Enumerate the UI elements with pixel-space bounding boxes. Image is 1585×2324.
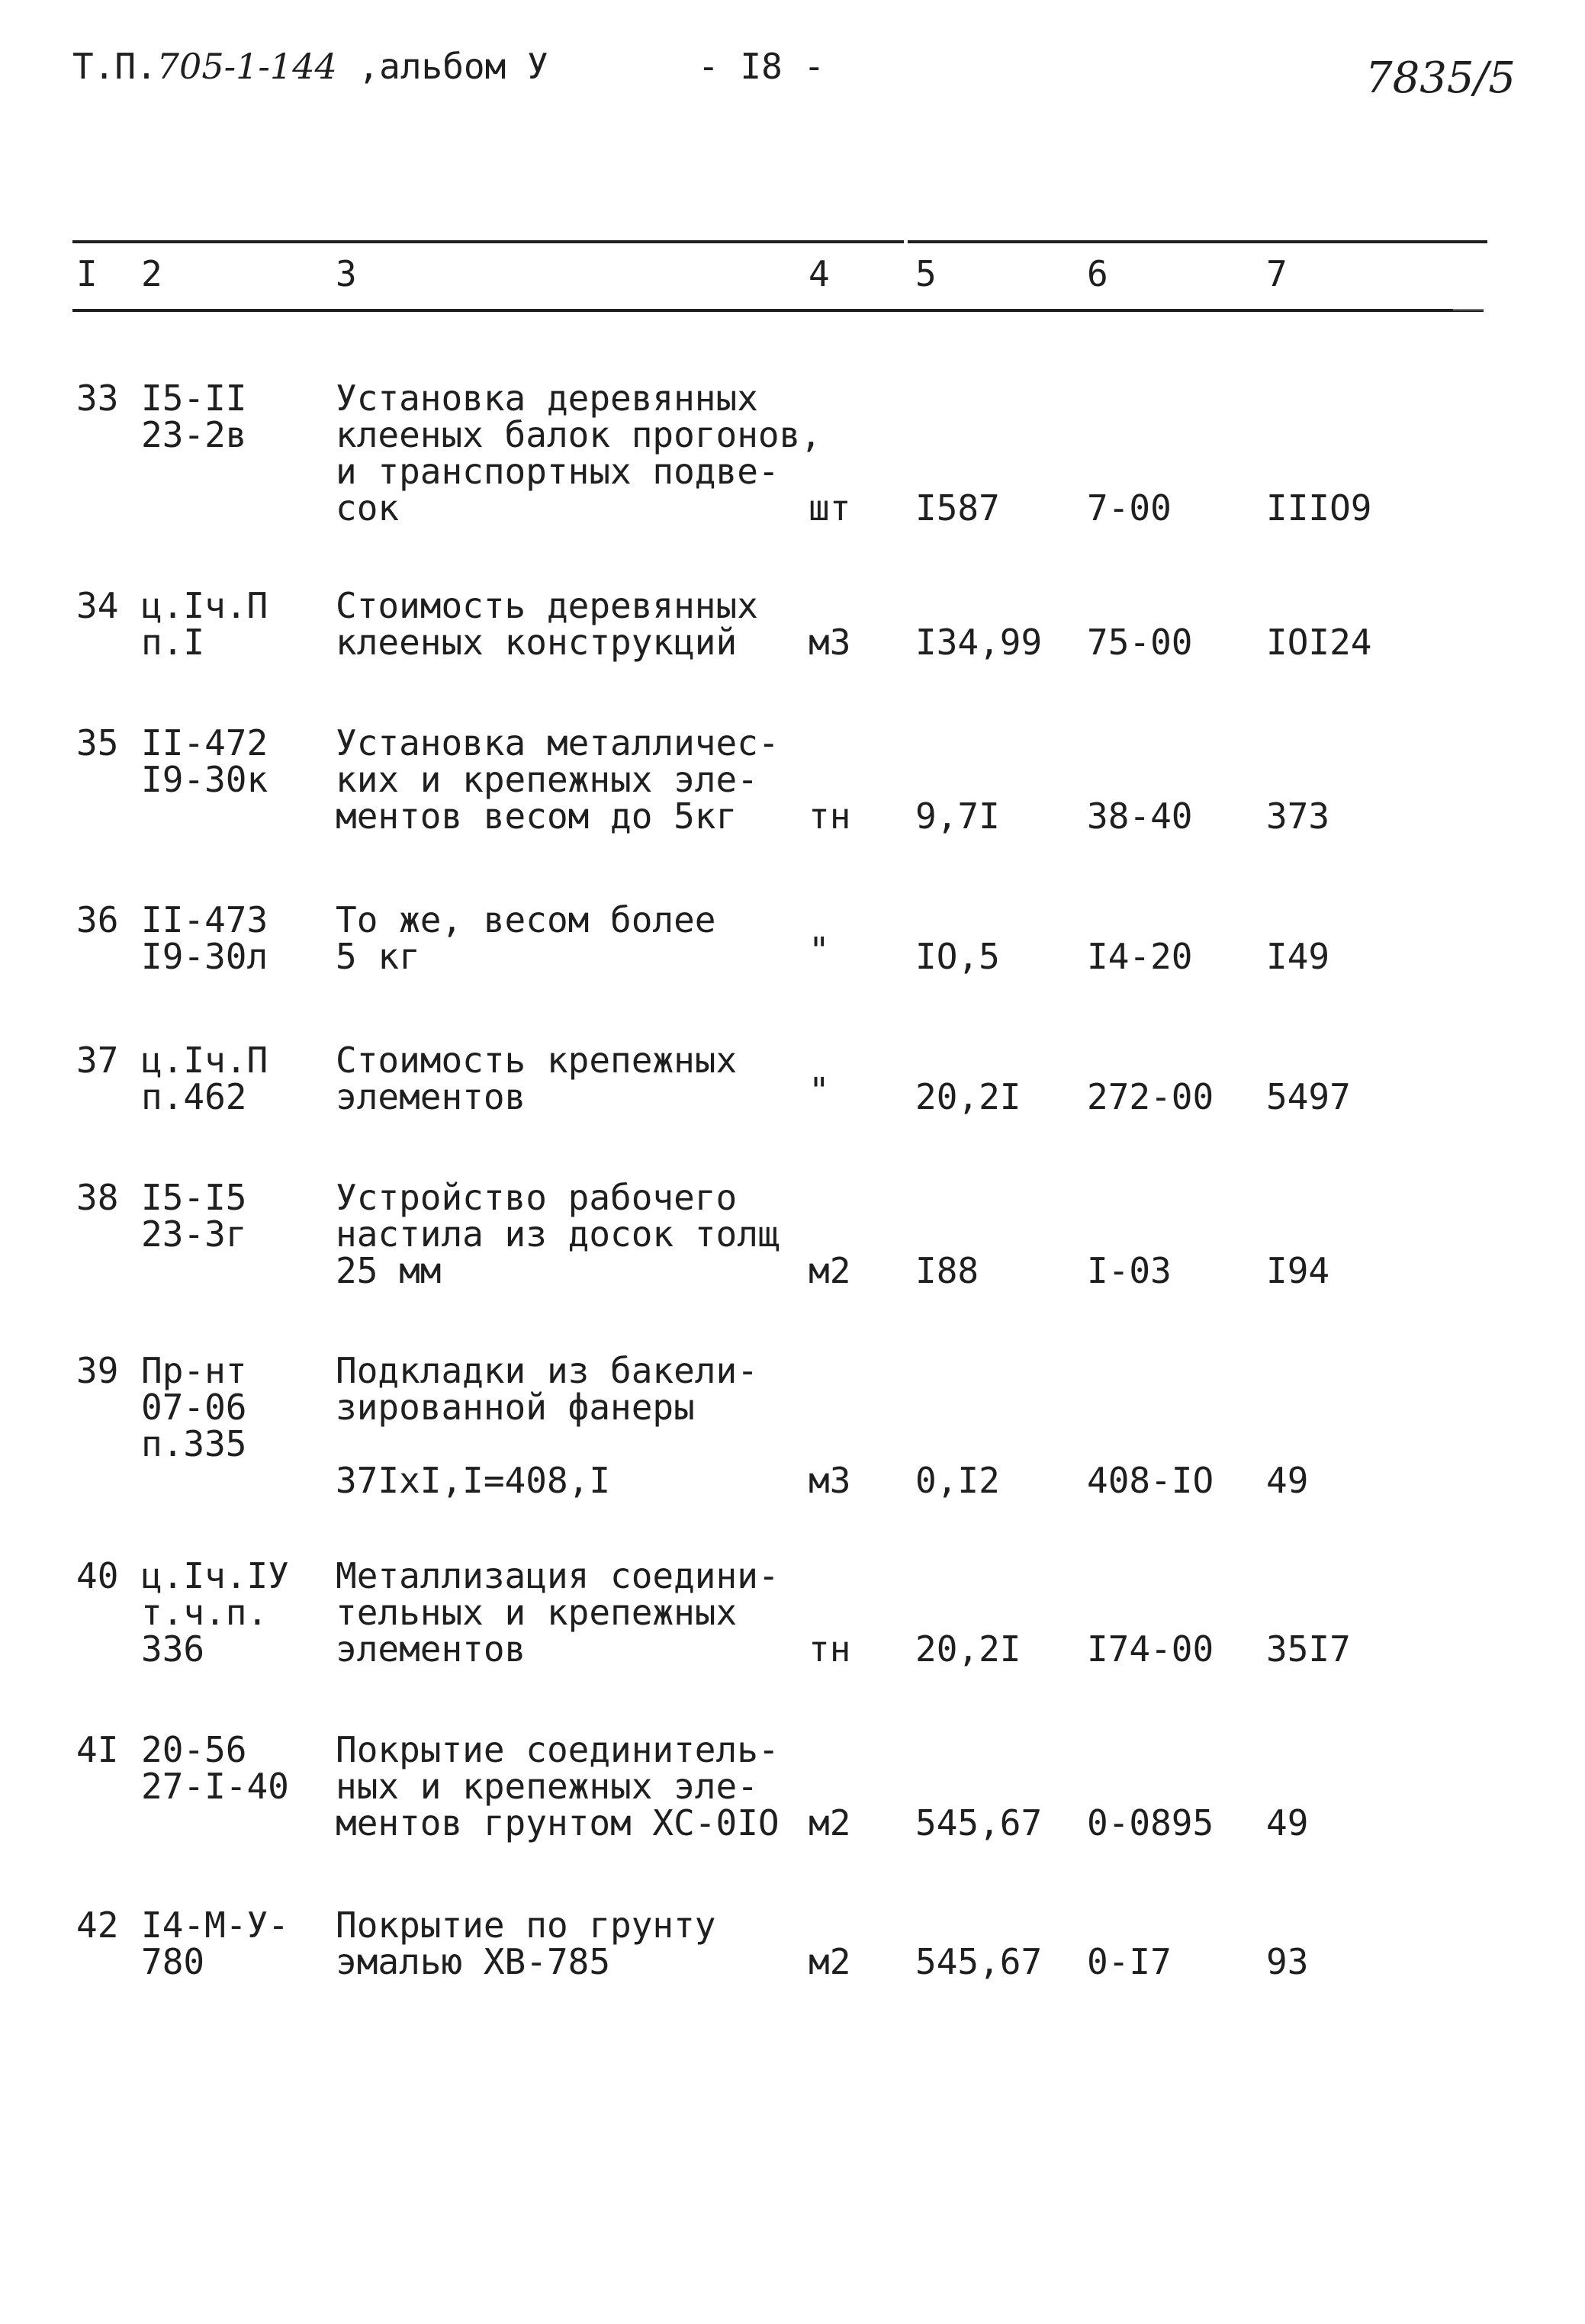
row-total: I94 xyxy=(1266,1250,1330,1291)
row-code: ц.Iч.П п.462 xyxy=(141,1040,268,1117)
row-number: 35 xyxy=(76,722,119,763)
row-code: II-472 I9-30к xyxy=(141,722,268,800)
page-number: - I8 - xyxy=(698,46,825,87)
row-quantity: 0,I2 xyxy=(915,1460,1000,1501)
row-unit-price: 7-00 xyxy=(1087,487,1172,529)
row-total: 35I7 xyxy=(1266,1628,1351,1670)
row-description: Покрытие соединитель- ных и крепежных эле- ментов грунтом ХС-0IO xyxy=(336,1729,780,1843)
row-unit-price: 0-I7 xyxy=(1087,1941,1172,1982)
row-unit: шт xyxy=(809,487,851,529)
table-header-rule xyxy=(72,309,1484,312)
row-description: Металлизация соедини- тельных и крепежных элементов xyxy=(336,1555,780,1670)
row-code: I4-М-У- 780 xyxy=(141,1905,289,1982)
column-header-6: 6 xyxy=(1087,253,1108,294)
project-code: 705-1-144 xyxy=(156,46,337,87)
row-quantity: 9,7I xyxy=(915,796,1000,837)
column-header-2: 2 xyxy=(141,253,162,294)
table-top-rule-left xyxy=(72,240,904,243)
row-unit-price: 75-00 xyxy=(1087,622,1193,663)
row-unit-price: 272-00 xyxy=(1087,1076,1214,1117)
row-unit-price: 408-IO xyxy=(1087,1460,1214,1501)
row-total: IOI24 xyxy=(1266,622,1372,663)
row-total: I49 xyxy=(1266,936,1330,977)
row-total: 93 xyxy=(1266,1941,1309,1982)
row-total: 49 xyxy=(1266,1460,1309,1501)
row-number: 33 xyxy=(76,378,119,419)
row-description: Стоимость деревянных клееных конструкций xyxy=(336,585,758,663)
row-number: 40 xyxy=(76,1555,119,1596)
row-unit: тн xyxy=(809,796,851,837)
row-total: 5497 xyxy=(1266,1076,1351,1117)
row-total: IIIO9 xyxy=(1266,487,1372,529)
column-header-7: 7 xyxy=(1266,253,1288,294)
column-header-5: 5 xyxy=(915,253,937,294)
row-code: Пр-нт 07-06 п.335 xyxy=(141,1350,247,1464)
archive-number: 7835/5 xyxy=(1365,53,1516,103)
row-quantity: 545,67 xyxy=(915,1802,1043,1843)
row-unit: м2 xyxy=(809,1250,851,1291)
row-unit-price: 38-40 xyxy=(1087,796,1193,837)
row-number: 4I xyxy=(76,1729,119,1770)
row-description: Подкладки из бакели- зированной фанеры 37IxI,I=408,I xyxy=(336,1350,758,1501)
row-unit: " xyxy=(809,930,830,971)
row-number: 34 xyxy=(76,585,119,626)
row-total: 49 xyxy=(1266,1802,1309,1843)
row-unit-price: I4-20 xyxy=(1087,936,1193,977)
row-description: Установка деревянных клееных балок прогонов, и транспортных подве- сок xyxy=(336,378,821,529)
row-quantity: 20,2I xyxy=(915,1628,1021,1670)
row-unit-price: I-03 xyxy=(1087,1250,1172,1291)
row-number: 37 xyxy=(76,1040,119,1081)
row-quantity: 20,2I xyxy=(915,1076,1021,1117)
row-number: 39 xyxy=(76,1350,119,1391)
row-quantity: I34,99 xyxy=(915,622,1043,663)
row-unit: тн xyxy=(809,1628,851,1670)
row-code: 20-56 27-I-40 xyxy=(141,1729,289,1807)
row-number: 38 xyxy=(76,1177,119,1218)
row-unit-price: I74-00 xyxy=(1087,1628,1214,1670)
table-top-rule-right xyxy=(908,240,1487,243)
row-unit: м2 xyxy=(809,1802,851,1843)
row-code: II-473 I9-30л xyxy=(141,899,268,977)
row-code: I5-II 23-2в xyxy=(141,378,247,455)
row-quantity: I88 xyxy=(915,1250,979,1291)
header-left xyxy=(72,46,548,87)
row-description: Установка металличес- ких и крепежных эле- ментов весом до 5кг xyxy=(336,722,780,837)
row-description: Устройство рабочего настила из досок толщ 25 мм xyxy=(336,1177,780,1291)
row-number: 42 xyxy=(76,1905,119,1946)
column-header-3: 3 xyxy=(336,253,357,294)
row-description: Стоимость крепежных элементов xyxy=(336,1040,738,1117)
row-quantity: IO,5 xyxy=(915,936,1000,977)
row-unit: м3 xyxy=(809,1460,851,1501)
header-prefix: Т.П. xyxy=(72,46,157,87)
row-unit: " xyxy=(809,1070,830,1111)
row-code: ц.Iч.П п.I xyxy=(141,585,268,663)
album-label: ,альбом У xyxy=(358,46,548,87)
column-header-4: 4 xyxy=(809,253,830,294)
column-header-1: I xyxy=(76,253,98,294)
row-total: 373 xyxy=(1266,796,1330,837)
row-description: То же, весом более 5 кг xyxy=(336,899,716,977)
row-description: Покрытие по грунту эмалью ХВ-785 xyxy=(336,1905,716,1982)
row-code: I5-I5 23-3г xyxy=(141,1177,247,1255)
row-unit: м2 xyxy=(809,1941,851,1982)
row-code: ц.Iч.IУ т.ч.п. 336 xyxy=(141,1555,289,1670)
row-number: 36 xyxy=(76,899,119,940)
row-unit: м3 xyxy=(809,622,851,663)
row-unit-price: 0-0895 xyxy=(1087,1802,1214,1843)
table-header-rule-tail xyxy=(1453,309,1484,310)
row-quantity: I587 xyxy=(915,487,1000,529)
row-quantity: 545,67 xyxy=(915,1941,1043,1982)
